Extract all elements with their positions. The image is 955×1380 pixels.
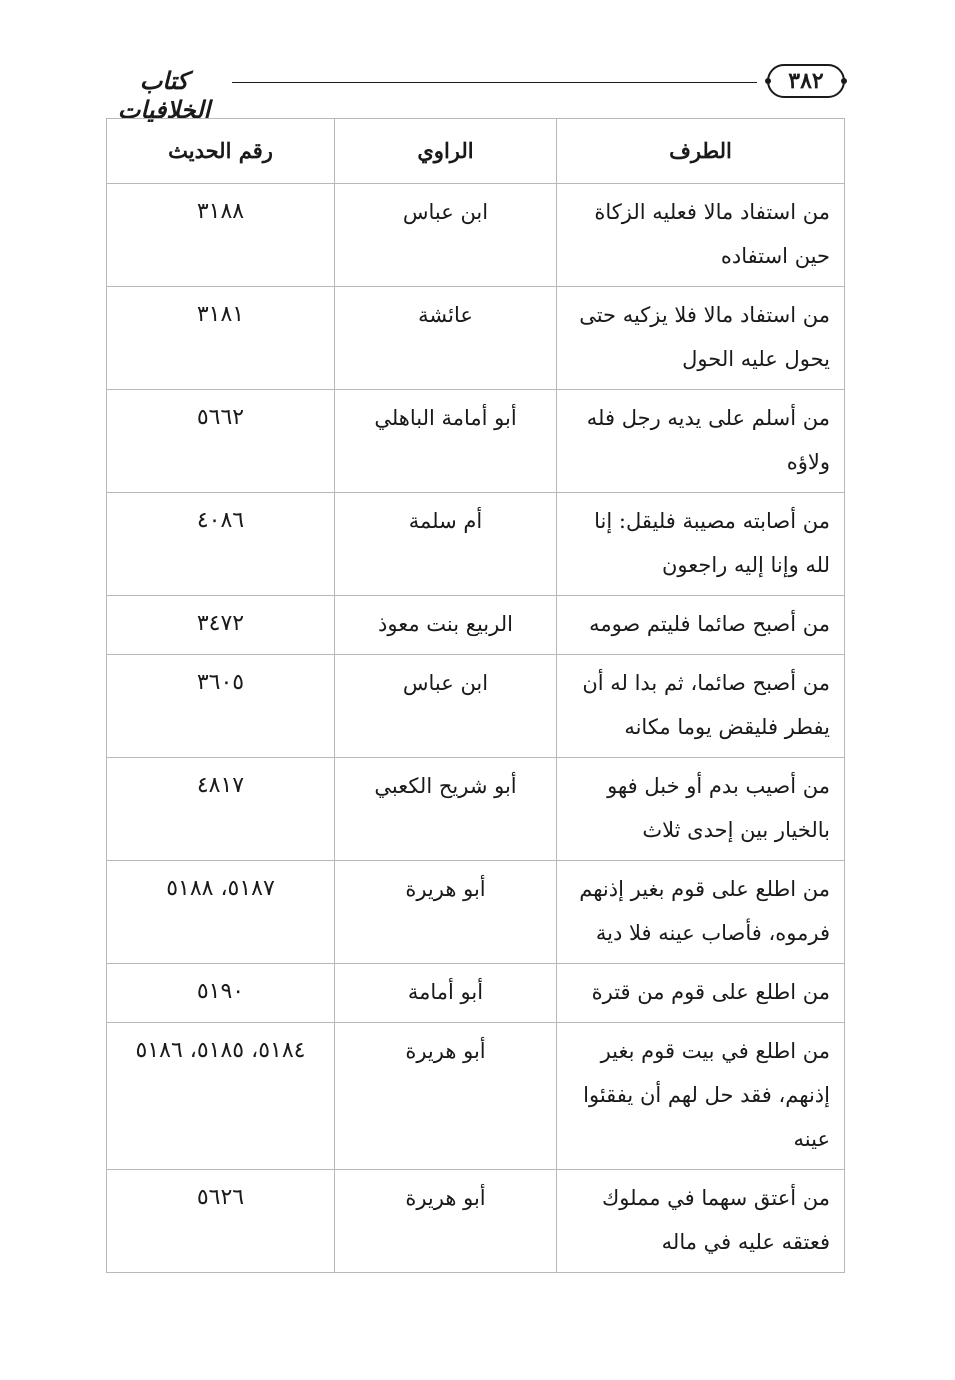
cell-number: ٣٦٠٥ xyxy=(107,655,335,758)
cell-tarf: من استفاد مالا فعليه الزكاة حين استفاده xyxy=(557,184,845,287)
cell-number: ٥١٩٠ xyxy=(107,964,335,1023)
cell-rawi: أبو أمامة xyxy=(335,964,557,1023)
cell-rawi: الربيع بنت معوذ xyxy=(335,596,557,655)
column-header-rawi: الراوي xyxy=(335,119,557,184)
table-row xyxy=(107,184,845,287)
table-row xyxy=(107,596,845,655)
cell-number: ٣٤٧٢ xyxy=(107,596,335,655)
cell-tarf: من اطلع على قوم من قترة xyxy=(557,964,845,1023)
cell-rawi: أم سلمة xyxy=(335,493,557,596)
table-row xyxy=(107,493,845,596)
cell-rawi: عائشة xyxy=(335,287,557,390)
table-row xyxy=(107,287,845,390)
column-header-tarf: الطرف xyxy=(557,119,845,184)
cell-rawi: ابن عباس xyxy=(335,655,557,758)
hadith-index-table-container xyxy=(107,118,845,1273)
page-number: ٣٨٢ xyxy=(767,64,845,98)
column-header-number: رقم الحديث xyxy=(107,119,335,184)
cell-tarf: من أسلم على يديه رجل فله ولاؤه xyxy=(557,390,845,493)
book-title: كتاب الخلافيات xyxy=(117,66,211,124)
cell-rawi: أبو شريح الكعبي xyxy=(335,758,557,861)
hadith-index-table xyxy=(106,118,845,1273)
cell-number: ٥٦٦٢ xyxy=(107,390,335,493)
cell-tarf: من أصيب بدم أو خبل فهو بالخيار بين إحدى ثلاث xyxy=(557,758,845,861)
cell-number: ٥١٨٤، ٥١٨٥، ٥١٨٦ xyxy=(107,1023,335,1170)
cell-number: ٥١٨٧، ٥١٨٨ xyxy=(107,861,335,964)
table-row xyxy=(107,1170,845,1273)
table-header-row xyxy=(107,119,845,184)
cell-tarf: من اطلع في بيت قوم بغير إذنهم، فقد حل لهم أن يفقئوا عينه xyxy=(557,1023,845,1170)
cell-number: ٣١٨٨ xyxy=(107,184,335,287)
cell-rawi: أبو هريرة xyxy=(335,861,557,964)
cell-rawi: أبو أمامة الباهلي xyxy=(335,390,557,493)
cell-tarf: من أصبح صائما فليتم صومه xyxy=(557,596,845,655)
table-row xyxy=(107,390,845,493)
table-row xyxy=(107,1023,845,1170)
cell-number: ٥٦٢٦ xyxy=(107,1170,335,1273)
running-header xyxy=(100,62,845,124)
cell-tarf: من اطلع على قوم بغير إذنهم فرموه، فأصاب عينه فلا دية xyxy=(557,861,845,964)
table-row xyxy=(107,964,845,1023)
cell-tarf: من أصبح صائما، ثم بدا له أن يفطر فليقض يوما مكانه xyxy=(557,655,845,758)
cell-tarf: من استفاد مالا فلا يزكيه حتى يحول عليه الحول xyxy=(557,287,845,390)
cell-rawi: ابن عباس xyxy=(335,184,557,287)
cell-number: ٤٠٨٦ xyxy=(107,493,335,596)
table-row xyxy=(107,861,845,964)
cell-tarf: من أعتق سهما في مملوك فعتقه عليه في ماله xyxy=(557,1170,845,1273)
table-row xyxy=(107,758,845,861)
header-rule xyxy=(232,82,757,83)
cell-number: ٣١٨١ xyxy=(107,287,335,390)
table-row xyxy=(107,655,845,758)
cell-number: ٤٨١٧ xyxy=(107,758,335,861)
cell-rawi: أبو هريرة xyxy=(335,1170,557,1273)
cell-rawi: أبو هريرة xyxy=(335,1023,557,1170)
cell-tarf: من أصابته مصيبة فليقل: إنا لله وإنا إليه راجعون xyxy=(557,493,845,596)
